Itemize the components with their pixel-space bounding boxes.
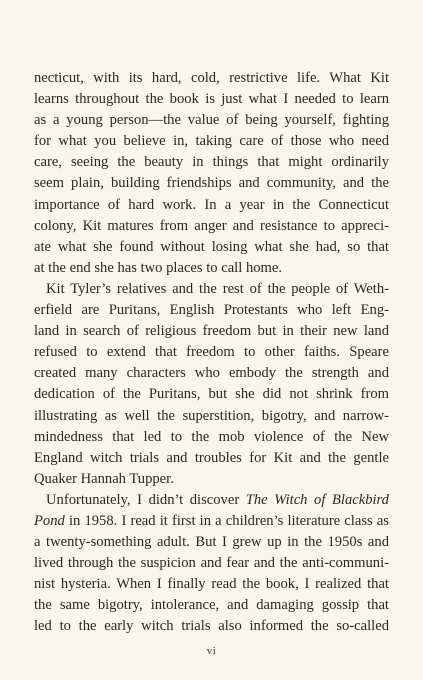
text-line: led to the early witch trials also informed the so-called: [34, 618, 389, 635]
text-line: necticut, with its hard, cold, restrictive life. What Kit: [34, 70, 389, 86]
text-line: Quaker Hannah Tupper.: [34, 470, 174, 487]
text-line: mindedness that led to the mob violence of the New: [34, 428, 389, 445]
text-line: nist hysteria. When I finally read the book, I realized that: [34, 576, 389, 593]
text-line: for what you believe in, taking care of those who need: [34, 133, 389, 150]
text-line: Kit Tyler’s relatives and the rest of the people of Weth-: [46, 280, 389, 297]
paragraph-3: [34, 490, 389, 638]
book-title-italic: The Witch of Blackbird: [245, 491, 389, 508]
text-line: importance of hard work. In a year in the Connecticut: [34, 196, 389, 213]
text-line: the same bigotry, intolerance, and damaging gossip that: [34, 597, 389, 614]
body-text: [34, 68, 389, 638]
text-line: at the end she has two places to call home.: [34, 259, 283, 276]
text-line: created many characters who embody the strength and: [34, 365, 389, 382]
paragraph-1: [34, 68, 389, 279]
paragraph-2: [34, 279, 389, 490]
text-line: refused to extend that freedom to other faiths. Speare: [34, 344, 389, 361]
page-number: vi: [206, 645, 217, 657]
text-run: Unfortunately, I didn’t discover: [46, 491, 246, 508]
text-line: England witch trials and troubles for Kit and the gentle: [34, 449, 389, 466]
text-line: [34, 511, 389, 532]
text-line: colony, Kit matures from anger and resistance to appreci-: [34, 217, 389, 234]
text-line: dedication of the Puritans, but she did not shrink from: [34, 386, 389, 403]
text-line: [34, 490, 389, 511]
text-line: land in search of religious freedom but in their new land: [34, 323, 389, 340]
text-line: care, seeing the beauty in things that might ordinarily: [34, 154, 389, 171]
text-line: a twenty-something adult. But I grew up in the 1950s and: [34, 534, 389, 551]
text-line: illustrating as well the superstition, bigotry, and narrow-: [34, 407, 389, 424]
text-line: lived through the suspicion and fear and the anti-communi-: [34, 555, 389, 572]
book-title-italic: Pond: [34, 512, 65, 529]
text-line: learns throughout the book is just what I needed to learn: [34, 91, 389, 108]
text-line: as a young person—the value of being yourself, fighting: [34, 112, 389, 129]
text-run: in 1958. I read it first in a children’s literature class as: [64, 512, 389, 529]
text-line: erfield are Puritans, English Protestants who left Eng-: [34, 302, 389, 319]
text-line: ate what she found without losing what she had, so that: [34, 238, 389, 255]
text-line: seem plain, building friendships and community, and the: [34, 175, 389, 192]
